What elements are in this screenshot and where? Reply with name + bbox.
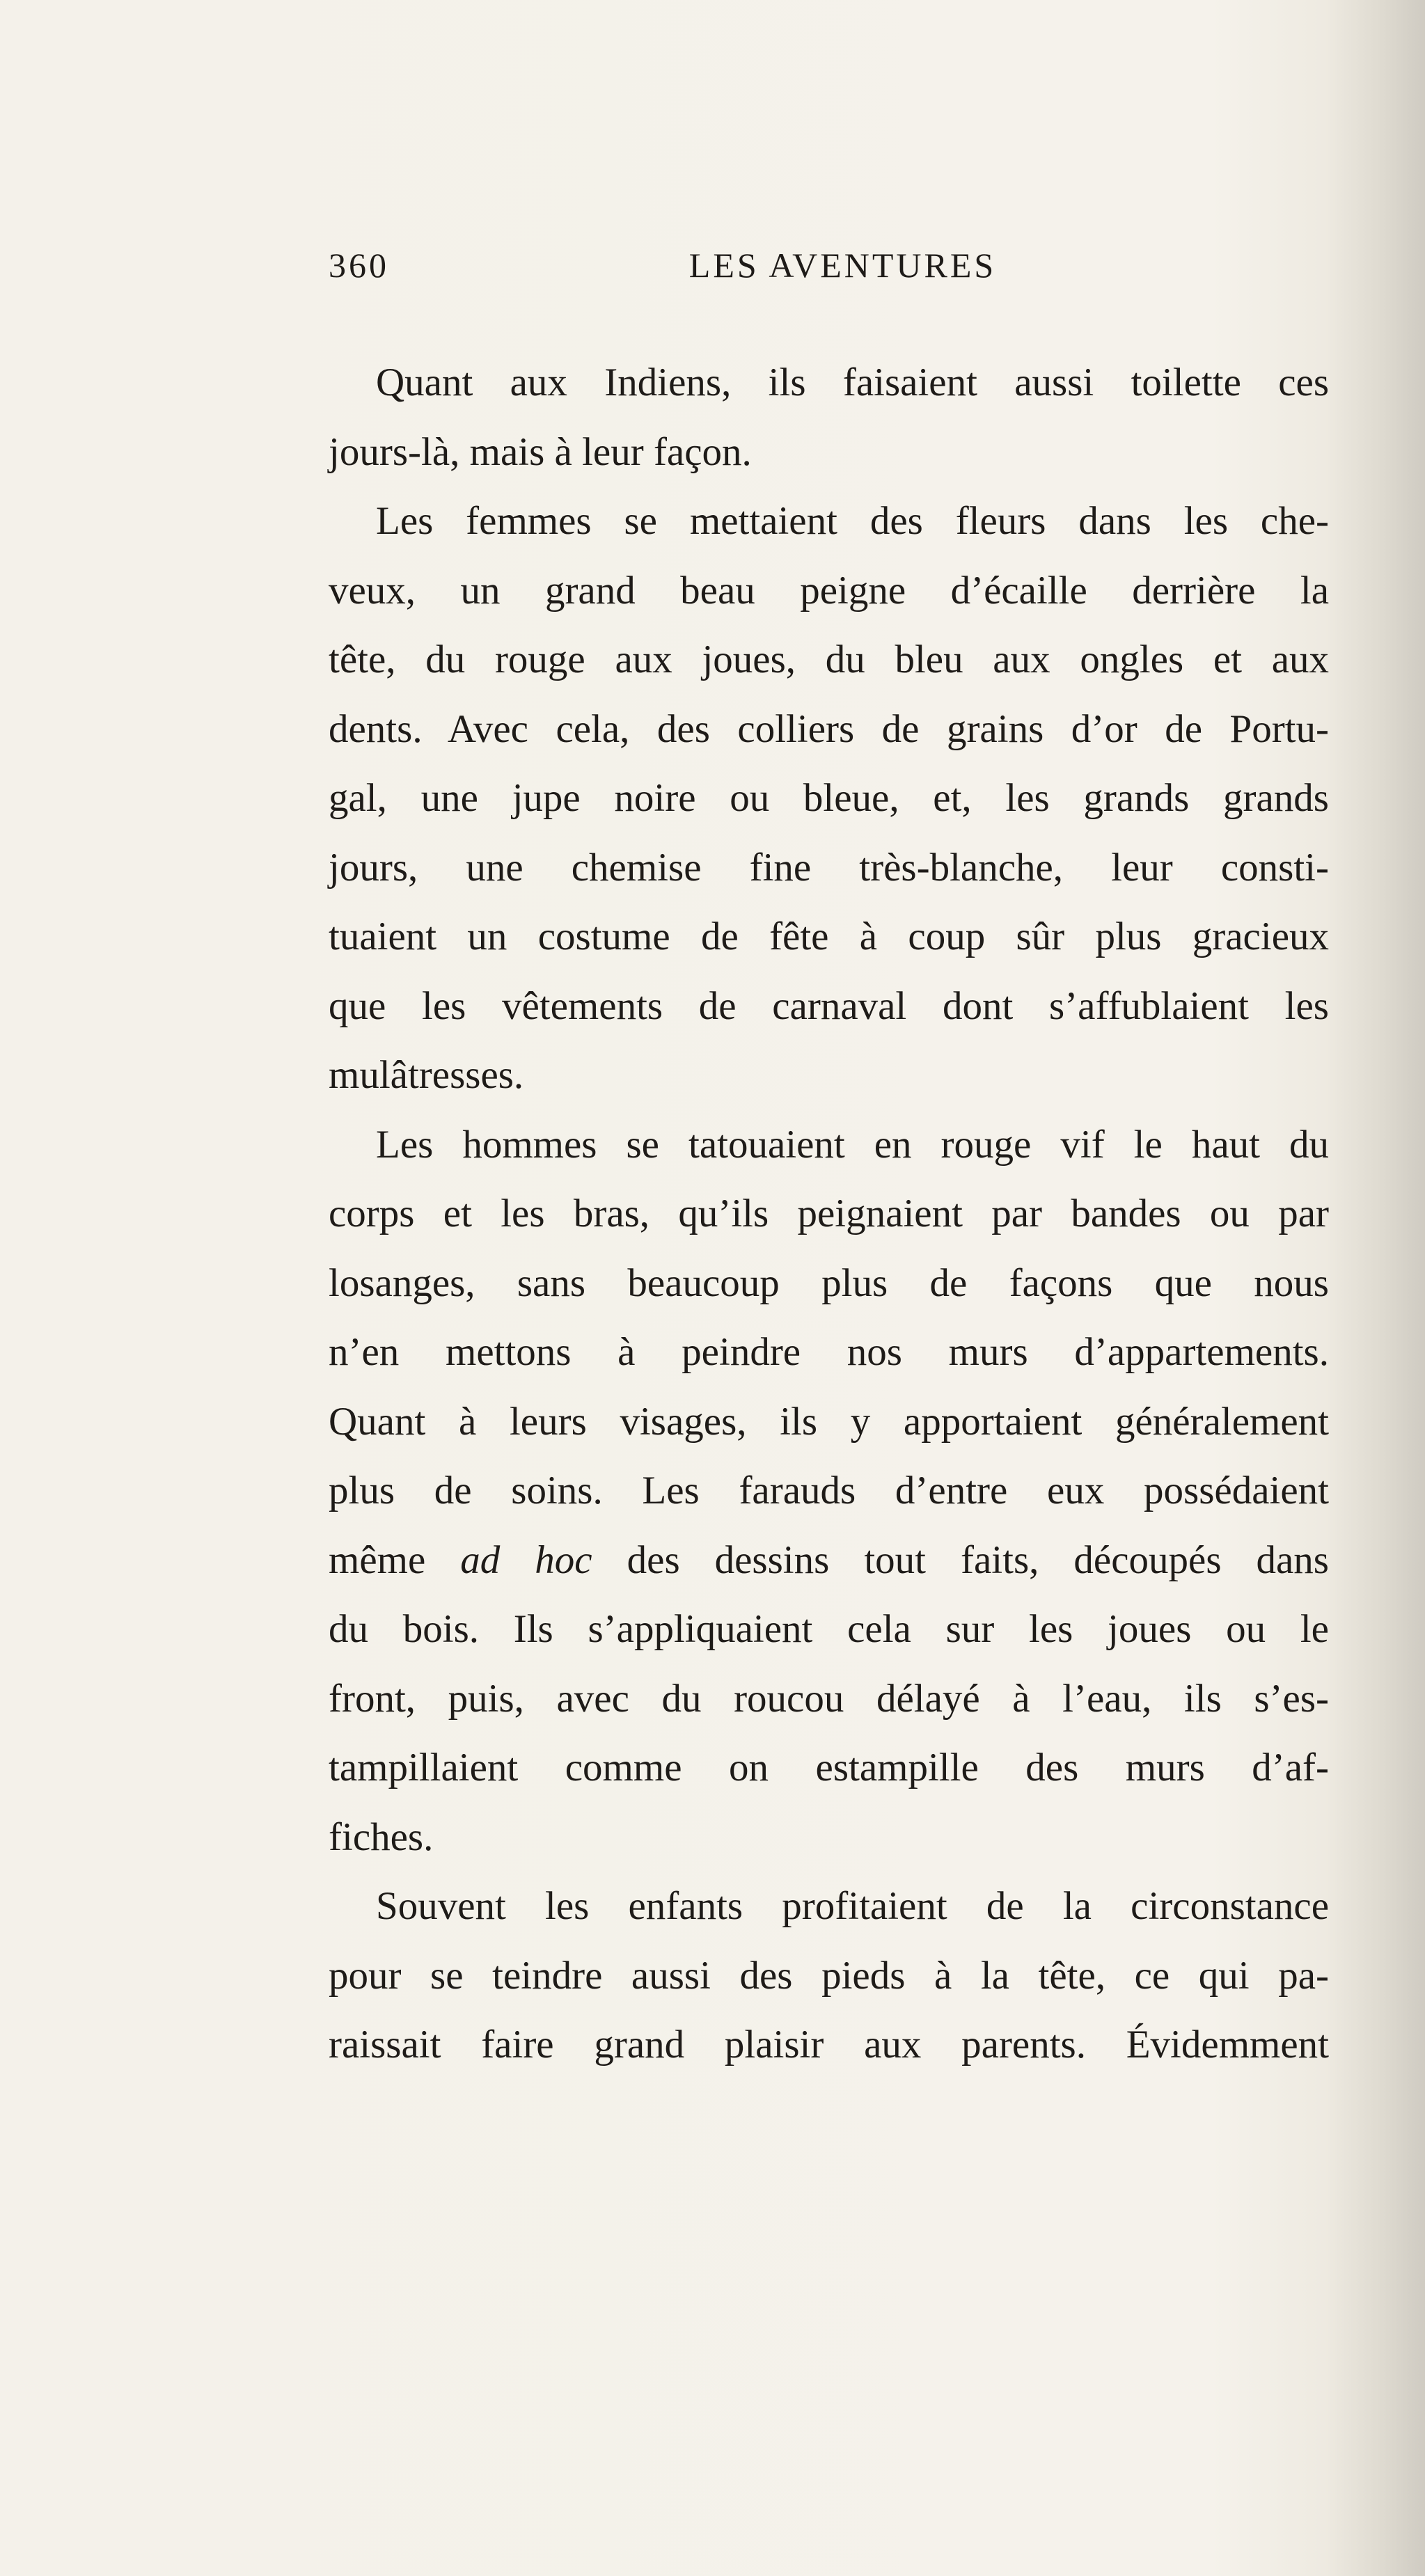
text-line: tampillaient comme on estampille des murs d’af- xyxy=(329,1746,1329,1789)
italic-phrase: ad hoc xyxy=(460,1538,592,1582)
text-line: plus de soins. Les farauds d’entre eux possédaient xyxy=(329,1469,1329,1512)
text-line: front, puis, avec du roucou délayé à l’eau, ils s’es- xyxy=(329,1676,1329,1721)
text-line: Les hommes se tatouaient en rouge vif le haut du xyxy=(376,1122,1329,1167)
text-line: n’en mettons à peindre nos murs d’appartements. xyxy=(329,1330,1329,1374)
page-number: 360 xyxy=(329,246,389,285)
text-line: corps et les bras, qu’ils peignaient par bandes ou par xyxy=(329,1192,1329,1235)
text-line: tuaient un costume de fête à coup sûr plus gracieux xyxy=(329,915,1329,958)
text-line: dents. Avec cela, des colliers de grains d’or de Portu- xyxy=(329,706,1329,751)
body-text xyxy=(329,348,1329,2080)
text-line: veux, un grand beau peigne d’écaille derrière la xyxy=(329,568,1329,613)
text-line: pour se teindre aussi des pieds à la tête, ce qui pa- xyxy=(329,1953,1329,1998)
text-line: Souvent les enfants profitaient de la circonstance xyxy=(376,1884,1329,1928)
text-line: fiches. xyxy=(329,1815,434,1859)
text-line: Quant à leurs visages, ils y apportaient généralement xyxy=(329,1399,1329,1444)
text-line: losanges, sans beaucoup plus de façons que nous xyxy=(329,1261,1329,1305)
text-run: même xyxy=(329,1538,461,1582)
page-header xyxy=(329,245,1329,301)
text-line: jours, une chemise fine très-blanche, leur consti- xyxy=(329,845,1329,890)
text-line: raissait faire grand plaisir aux parents. Évidemment xyxy=(329,2023,1329,2067)
text-line: mulâtresses. xyxy=(329,1053,524,1097)
text-line: gal, une jupe noire ou bleue, et, les grands grands xyxy=(329,776,1329,820)
text-line: Quant aux Indiens, ils faisaient aussi toilette ces xyxy=(376,361,1329,404)
text-line xyxy=(329,1526,1329,1595)
text-line: du bois. Ils s’appliquaient cela sur les joues ou le xyxy=(329,1607,1329,1651)
text-line: que les vêtements de carnaval dont s’affublaient les xyxy=(329,983,1329,1028)
text-line: tête, du rouge aux joues, du bleu aux ongles et aux xyxy=(329,638,1329,681)
running-head: LES AVENTURES xyxy=(688,246,997,285)
text-line: jours-là, mais à leur façon. xyxy=(329,429,752,474)
text-line: Les femmes se mettaient des fleurs dans les che- xyxy=(376,499,1329,543)
text-run: des dessins tout faits, découpés dans xyxy=(592,1538,1329,1582)
